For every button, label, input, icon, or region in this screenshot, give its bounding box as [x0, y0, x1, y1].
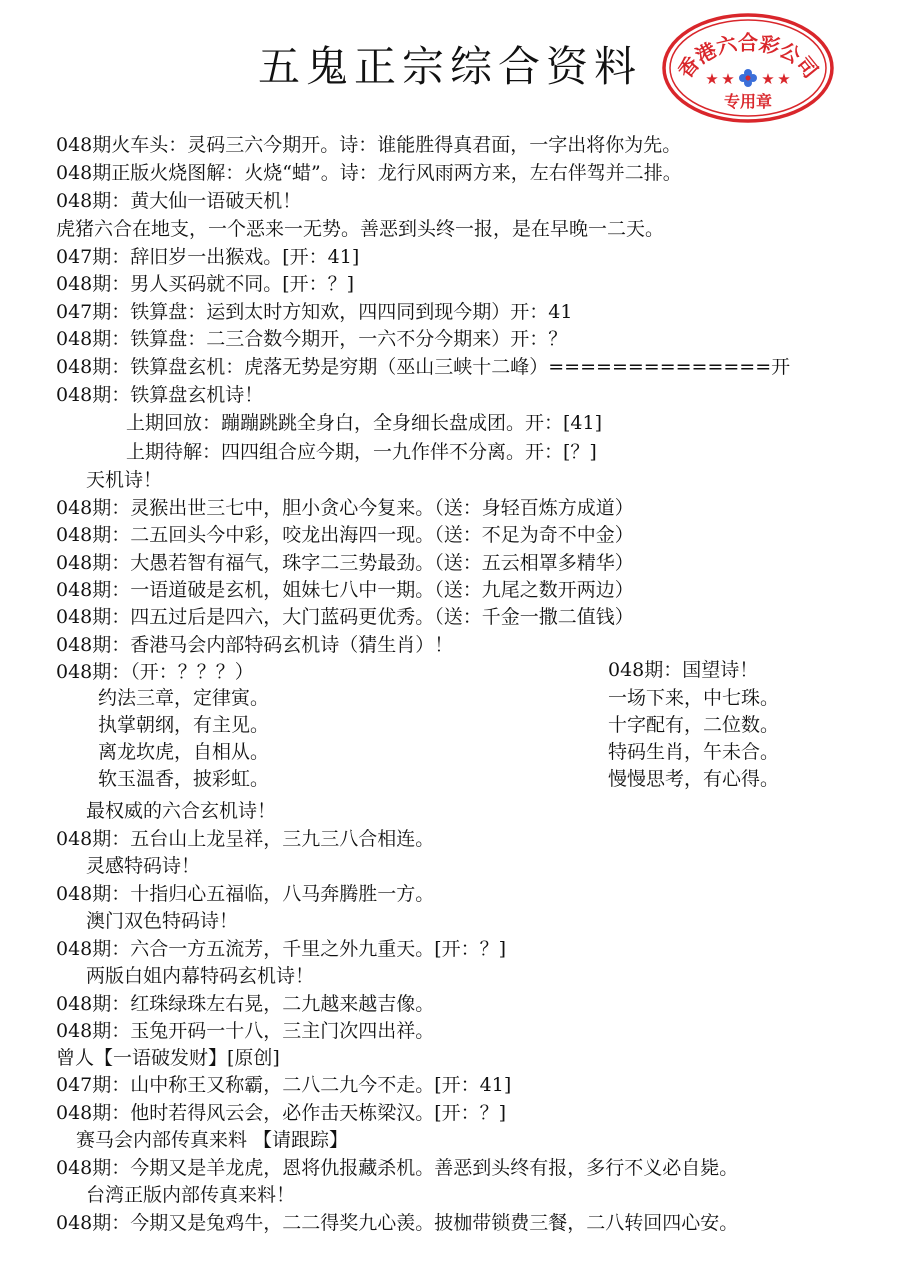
- text-line: 048期：灵猴出世三七中，胆小贪心今复来。（送：身轻百炼方成道）: [56, 497, 634, 519]
- company-seal: [660, 12, 836, 124]
- text-line: 048期正版火烧图解：火烧“蜡”。诗：龙行风雨两方来，左右伴驾并二排。: [56, 162, 682, 184]
- star-icon: ★: [721, 70, 735, 88]
- text-line: 048期：铁算盘：二三合数今期开，一六不分今期来）开：？: [56, 328, 568, 350]
- text-line: 048期：男人买码就不同。[开：？]: [56, 273, 355, 295]
- section-heading: 最权威的六合玄机诗！: [86, 800, 277, 822]
- text-line: 048期：二五回头今中彩，咬龙出海四一现。（送：不足为奇不中金）: [56, 524, 634, 546]
- text-line: 048期：十指归心五福临，八马奔腾胜一方。: [56, 883, 435, 905]
- text-line: 048期：铁算盘玄机诗！: [56, 384, 264, 406]
- star-icon: ★: [705, 70, 719, 88]
- poem-line: 执掌朝纲，有主见。: [98, 714, 270, 736]
- text-line: 048期：黄大仙一语破天机！: [56, 190, 302, 212]
- text-line: 048期：今期又是兔鸡牛，二二得奖九心羡。披枷带锁费三餐，二八转回四心安。: [56, 1212, 739, 1234]
- poem-line: 软玉温香，披彩虹。: [98, 768, 270, 790]
- text-line: 048期：他时若得风云会，必作击天栋梁汉。[开：？]: [56, 1102, 507, 1124]
- section-heading: 两版白姐内幕特码玄机诗！: [86, 965, 315, 987]
- text-line: 048期：一语道破是玄机，姐妹七八中一期。（送：九尾之数开两边）: [56, 579, 634, 601]
- right-poem-line: 十字配有，二位数。: [608, 714, 780, 736]
- text-line: 048期：四五过后是四六，大门蓝码更优秀。（送：千金一撒二值钱）: [56, 606, 634, 628]
- right-poem-line: 特码生肖，午未合。: [608, 741, 780, 763]
- section-heading: 天机诗！: [86, 469, 163, 491]
- text-line: 048期：红珠绿珠左右晃，二九越来越吉像。: [56, 993, 435, 1015]
- poem-line: 离龙坎虎，自相从。: [98, 741, 270, 763]
- section-heading: 澳门双色特码诗！: [86, 910, 239, 932]
- flower-icon: [739, 69, 757, 87]
- seal-top-text: 香港六合彩公司: [673, 30, 823, 83]
- text-line: 048期：（开：？？？）: [56, 661, 254, 683]
- text-line: 047期：铁算盘：运到太时方知欢，四四同到现今期）开：41: [56, 301, 573, 323]
- right-poem-line: 一场下来，中七珠。: [608, 687, 780, 709]
- section-heading: 灵感特码诗！: [86, 855, 201, 877]
- text-line: 上期待解：四四组合应今期，一九作伴不分离。开：[？]: [126, 441, 597, 463]
- text-line: 上期回放：蹦蹦跳跳全身白，全身细长盘成团。开：[41]: [126, 412, 603, 434]
- section-heading: 曾人【一语破发财】[原创]: [56, 1047, 280, 1069]
- text-line: 047期：辞旧岁一出猴戏。[开：41]: [56, 246, 360, 268]
- text-line: 048期：香港马会内部特码玄机诗（猜生肖）！: [56, 634, 454, 656]
- text-line: 虎猪六合在地支，一个恶来一无势。善恶到头终一报，是在早晚一二天。: [56, 218, 665, 240]
- text-line: 048期：五台山上龙呈祥，三九三八合相连。: [56, 828, 435, 850]
- text-line: 048期：铁算盘玄机：虎落无势是穷期（巫山三峡十二峰）==============开: [56, 356, 791, 378]
- seal-bottom-text: 专用章: [723, 92, 773, 111]
- right-poem-line: 慢慢思考，有心得。: [608, 768, 780, 790]
- text-line: 048期：今期又是羊龙虎，恩将仇报藏杀机。善恶到头终有报，多行不义必自毙。: [56, 1157, 739, 1179]
- text-line: 048期：玉兔开码一十八，三主门次四出祥。: [56, 1020, 435, 1042]
- star-icon: ★: [777, 70, 791, 88]
- section-heading: 赛马会内部传真来料 【请跟踪】: [76, 1129, 349, 1151]
- page-title: 五鬼正宗综合资料: [257, 42, 642, 91]
- poem-line: 约法三章，定律寅。: [98, 687, 270, 709]
- text-line: 048期：六合一方五流芳，千里之外九重天。[开：？]: [56, 938, 507, 960]
- section-heading: 台湾正版内部传真来料！: [86, 1184, 296, 1206]
- right-poem-heading: 048期：国望诗！: [608, 659, 759, 681]
- text-line: 048期火车头：灵码三六今期开。诗：谁能胜得真君面，一字出将你为先。: [56, 134, 682, 156]
- star-icon: ★: [761, 70, 775, 88]
- text-line: 047期：山中称王又称霸，二八二九今不走。[开：41]: [56, 1074, 512, 1096]
- text-line: 048期：大愚若智有福气，珠字二三势最劲。（送：五云相罩多精华）: [56, 552, 634, 574]
